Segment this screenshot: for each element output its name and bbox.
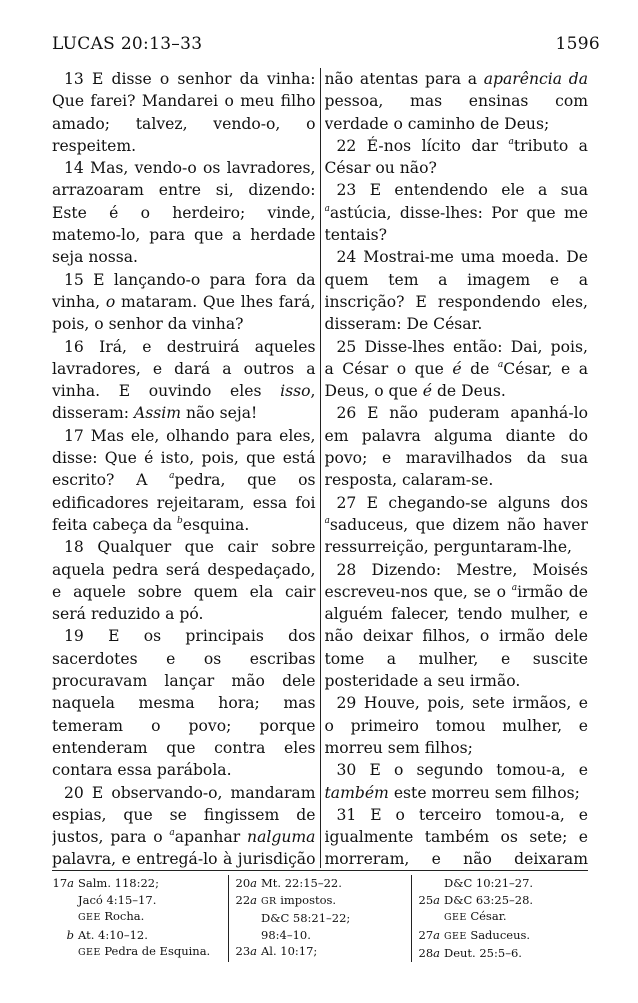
footnote-line — [418, 945, 582, 962]
verse: 25 Disse-lhes então: Dai, pois, a César o que é de $^a$César, e a Deus, o que é de Deus. — [324, 337, 588, 401]
right-column — [325, 68, 589, 868]
verse: 30 E o segundo tomou-a, e também este morreu sem filhos; — [324, 761, 588, 802]
footnote-key: 25a — [418, 892, 440, 907]
footnote-line — [235, 910, 399, 927]
footnote-text: GEE Saduceus. — [444, 927, 531, 942]
verse: 16 Irá, e destruirá aqueles lavradores, e dará a outros a vinha. E ouvindo eles isso, disseram: Assim não seja! — [52, 337, 316, 423]
footnote-line — [418, 908, 582, 927]
footnote-text: D&C 10:21–27. — [444, 876, 534, 890]
footnote-key: 17a — [52, 876, 74, 890]
footnote-text: Jacó 4:15–17. — [78, 892, 157, 907]
footnote-key: 22a — [235, 892, 257, 907]
footnote-key: 23a — [235, 944, 257, 959]
footnote-text: 98:4–10. — [261, 927, 311, 942]
footnote-divider — [411, 875, 412, 962]
verse: 14 Mas, vendo-o os lavradores, arrazoaram entre si, dizendo: Este é o herdeiro; vinde, matemo-lo, para que a herdade seja nossa. — [52, 159, 316, 267]
left-column — [52, 68, 316, 868]
footnote-text: Deut. 25:5–6. — [444, 946, 522, 961]
verse: 28 Dizendo: Mestre, Moisés escreveu-nos que, se o $^a$irmão de alguém falecer, tendo mulher, e não deixar filhos, o irmão dele tome a mulher, e suscite posteridade a seu irmão. — [324, 560, 588, 691]
footnote-text: GEE Rocha. — [78, 909, 145, 924]
footnote-text: GR impostos. — [261, 892, 337, 907]
verse: 22 É-nos lícito dar $^a$tributo a César ou não? — [324, 136, 588, 178]
footnote-text: Mt. 22:15–22. — [261, 876, 342, 890]
verse: 23 E entendendo ele a sua $^a$astúcia, disse-lhes: Por que me tentais? — [324, 181, 588, 245]
verse: 27 E chegando-se alguns dos $^a$saduceus, que dizem não haver ressurreição, perguntaram-lhe, — [324, 493, 588, 557]
footnote-line — [418, 927, 582, 946]
footnote-column-3 — [418, 875, 588, 962]
footnote-divider — [228, 875, 229, 962]
page-header — [52, 34, 600, 60]
footnote-line — [52, 927, 216, 944]
verse: 13 E disse o senhor da vinha: Que farei? Mandarei o meu filho amado; talvez, vendo-o, o respeitem. — [52, 70, 316, 155]
footnote-text: D&C 63:25–28. — [444, 892, 534, 907]
column-divider — [320, 68, 321, 868]
verse: 29 Houve, pois, sete irmãos, e o primeiro tomou mulher, e morreu sem filhos; — [324, 694, 588, 757]
footnote-line — [52, 875, 216, 892]
verse: 31 E o terceiro tomou-a, e igualmente também os sete; e morreram, e não deixaram — [324, 805, 588, 868]
footnote-line — [235, 927, 399, 944]
footnote-text: Salm. 118:22; — [78, 876, 159, 890]
footnote-line — [235, 875, 399, 892]
footnote-column-2 — [235, 875, 405, 962]
footnote-key: b — [66, 927, 74, 942]
footnote-text: Al. 10:17; — [261, 944, 318, 959]
verse: 19 E os principais dos sacerdotes e os escribas procuravam lançar mão dele naquela mesma hora; mas temeram o povo; porque entenderam que contra eles contara essa parábola. — [52, 627, 316, 780]
footnote-column-1 — [52, 875, 222, 962]
verse: 20 E observando-o, mandaram espias, que se fingissem de justos, para o $^a$apanhar nalguma palavra, e entregá-lo à jurisdição — [52, 783, 316, 868]
footnote-line — [52, 892, 216, 909]
footnote-line — [52, 908, 216, 927]
scripture-columns — [52, 68, 588, 868]
running-title: LUCAS 20:13–33 — [52, 34, 203, 54]
verse: 26 E não puderam apanhá-lo em palavra alguma diante do povo; e maravilhados da sua resposta, calaram-se. — [324, 404, 588, 490]
footnote-line — [52, 943, 216, 962]
verse: 17 Mas ele, olhando para eles, disse: Que é isto, pois, que está escrito? A $^a$pedra, que os edificadores rejeitaram, essa foi feita cabeça da $^b$esquina. — [52, 426, 316, 534]
footnote-text: GEE César. — [444, 909, 507, 924]
footnote-key: 20a — [235, 876, 257, 890]
footnote-line — [418, 875, 582, 892]
footnote-text: At. 4:10–12. — [78, 927, 148, 942]
footnote-rule — [52, 870, 588, 871]
footnote-line — [235, 892, 399, 911]
footnote-line — [235, 943, 399, 960]
footnote-text: GEE Pedra de Esquina. — [78, 944, 211, 959]
footnote-line — [418, 892, 582, 909]
verse: não atentas para a aparência da pessoa, mas ensinas com verdade o caminho de Deus; — [324, 70, 588, 133]
verse: 15 E lançando-o para fora da vinha, o mataram. Que lhes fará, pois, o senhor da vinha? — [52, 270, 316, 334]
page-number: 1596 — [555, 34, 600, 54]
verse: 18 Qualquer que cair sobre aquela pedra será despedaçado, e aquele sobre quem ela cair será reduzido a pó. — [52, 538, 316, 624]
footnote-key: 28a — [418, 946, 440, 961]
verse: 24 Mostrai-me uma moeda. De quem tem a imagem e a inscrição? E respondendo eles, disseram: De César. — [324, 248, 588, 334]
footnotes — [52, 875, 588, 962]
footnote-text: D&C 58:21–22; — [261, 911, 351, 926]
footnote-key: 27a — [418, 927, 440, 942]
